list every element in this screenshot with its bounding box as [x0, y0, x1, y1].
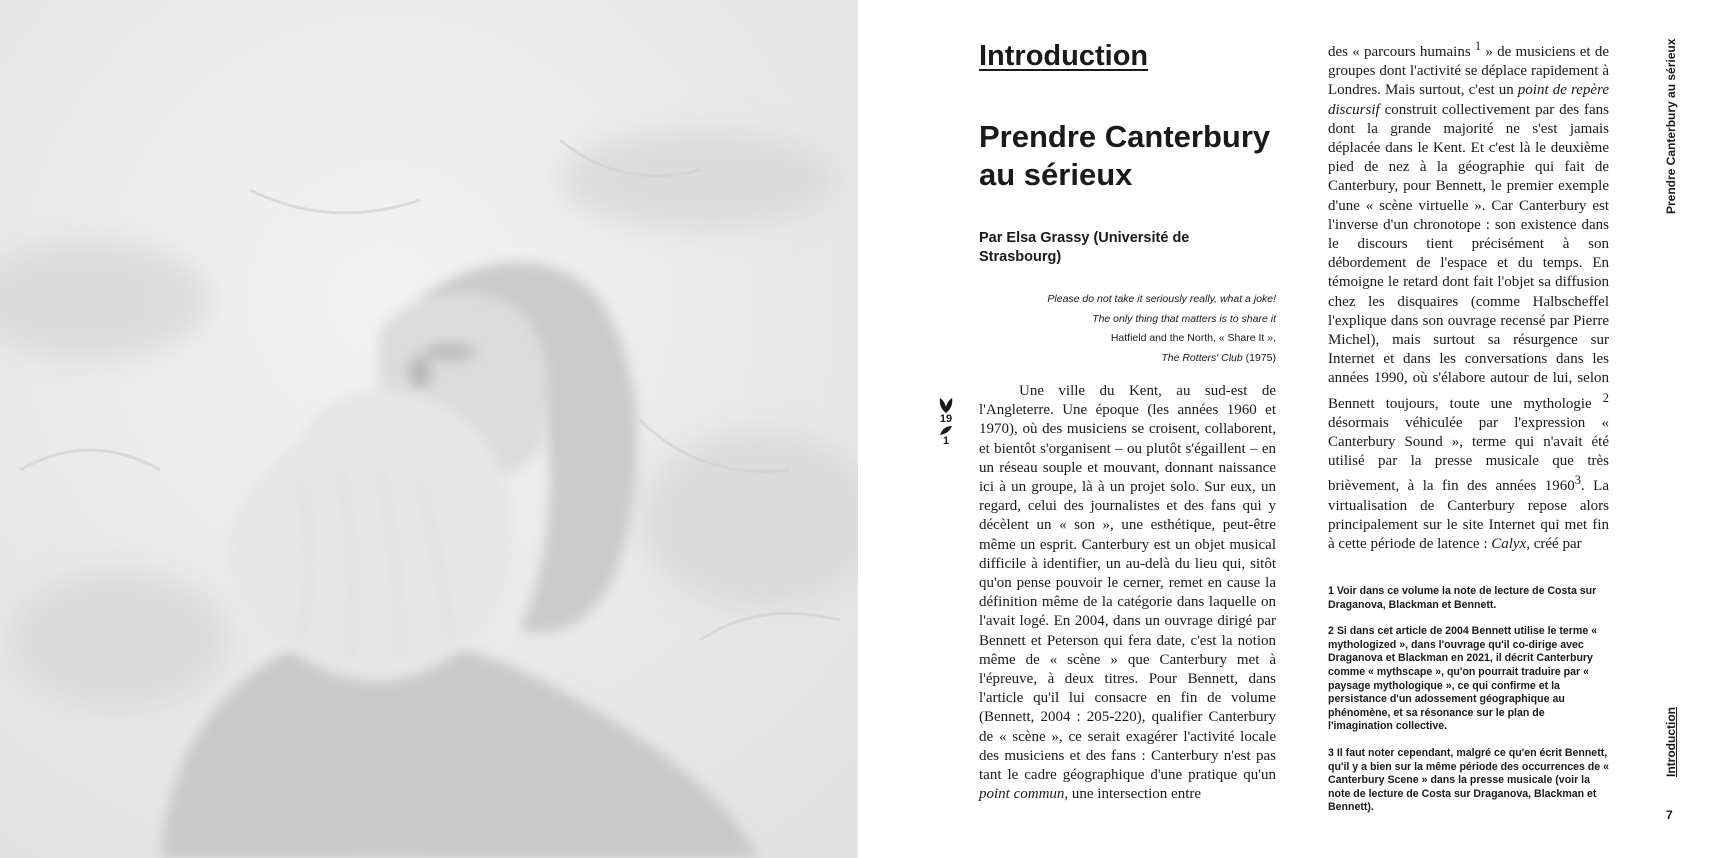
running-head-text: Prendre Canterbury au sérieux [1664, 38, 1678, 214]
body-text: » de musiciens et de groupes dont l'activité se déplace rapidement à Londres. Mais surtout, c'est un [1328, 44, 1609, 99]
body-column-right [1328, 37, 1609, 554]
marker-number-bottom: 1 [942, 435, 950, 447]
epigraph-line: The only thing that matters is to share it [1092, 312, 1276, 325]
footnote: 1 Voir dans ce volume la note de lecture de Costa sur Draganova, Blackman et Bennett. [1328, 585, 1597, 611]
page-marker [931, 398, 961, 448]
footnote-ref[interactable]: 3 [1574, 473, 1581, 488]
section-heading: Introduction [979, 40, 1149, 72]
body-text: Une ville du Kent, au sud-est de l'Angleterre. Une époque (les années 1960 et 1970), où des musiciens se croisent, collaborent, et bientôt s'organisent – ou plutôt s'égaillent – en un réseau souple et mouvant, donnant naissance ici à un groupe, là à un projet solo. Sur eux, un regard, celui des journalistes et des fans qui y décèlent un « son », une esthétique, peut-être même un esprit. Canterbury est un objet musical difficile à identifier, un au-delà du lieu qui, sitôt qu'on pense pouvoir le cerner, remet en cause la définition même de la catégorie dans laquelle on l'avait logé. En 2004, dans un ouvrage dirigé par Bennett et Peterson qui fera date, c'est la notion même de « scène » que Canterbury met à l'épreuve, à deux titres. Pour Bennett, dans l'article qu'il lui consacre en fin de volume (Bennett, 2004 : 205-220), qualifier Canterbury de « scène », ce serait exagérer l'activité locale des musiciens et des fans : Canterbury n'est pas tant le cadre géographique d'une pratique qu'un [979, 383, 1276, 784]
footnotes [1328, 585, 1610, 828]
body-column-left [979, 382, 1276, 804]
leaf-icon [939, 398, 953, 413]
body-emphasis: Calyx [1491, 536, 1527, 553]
body-text: désormais véhiculée par l'expression « Canterbury Sound », terme qui n'avait été utilisé par la presse musicale que très brièvement, à la fin des années 1960 [1328, 414, 1609, 495]
running-section-text: Introduction [1664, 707, 1678, 777]
article-title: Prendre Canterbury au sérieux [979, 119, 1271, 192]
album-year: (1975) [1242, 351, 1276, 364]
byline: Par Elsa Grassy (Université de Strasbourg) [979, 230, 1190, 265]
body-text: construit collectivement par des fans dont la grande majorité ne s'est jamais déplacée dans le Kent. Et c'est là le deuxième pied de nez à la géographie qui fait de Canterbury, pour Bennett, le premier exemple d'une « scène virtuelle ». Car Canterbury est l'inverse d'un chronotope : son existence dans le discours tient précisément à son débordement de l'espace et du temps. En témoigne le retard dont fait l'objet sa diffusion chez les disquaires (comme Halbscheffel l'explique dans son ouvrage recensé par Pierre Michel), mais surtout sa résurgence sur Internet et dans les conversations dans les années 1990, où s'élabore autour de lui, selon Bennett toujours, toute une mythologie [1328, 101, 1609, 412]
epigraph-source-album [979, 349, 1276, 369]
running-head [1662, 39, 1680, 219]
feather-icon [940, 426, 952, 435]
footnote-ref[interactable]: 1 [1474, 39, 1482, 53]
body-emphasis: point de repère discursif [1328, 82, 1610, 118]
body-text: , une intersection entre [1064, 786, 1202, 803]
text-page [858, 0, 1716, 858]
epigraph-line: Please do not take it seriously really, what a joke! [1047, 293, 1276, 305]
body-emphasis: point commun [979, 786, 1065, 803]
body-text: des « parcours humains [1328, 44, 1475, 60]
album-title: The Rotters' Club [1161, 351, 1243, 364]
body-text: . La virtualisation de Canterbury repose alors principalement sur le site Internet qui met fin à cette période de latence : [1328, 478, 1609, 553]
body-text: , créé par [1526, 536, 1582, 553]
marker-number-top: 19 [939, 413, 953, 425]
epigraph-source: Hatfield and the North, « Share It », [1110, 332, 1276, 344]
epigraph [979, 290, 1276, 368]
page-number: 7 [1666, 808, 1673, 822]
running-section [1662, 705, 1680, 780]
footnote-ref[interactable]: 2 [1602, 390, 1609, 405]
footnote: 2 Si dans cet article de 2004 Bennett utilise le terme « mythologized », dans l'ouvrage qu'il co-dirige avec Draganova et Blackman en 2021, il décrit Canterbury comme « mythscape », qu'on pourrait traduire par « paysage mythologique », ce qui confirme et la persistance d'un adossement géographique au phénomène, et sa résonance sur le plan de l'imagination collective. [1328, 625, 1598, 733]
footnote: 3 Il faut noter cependant, malgré ce qu'en écrit Bennett, qu'il y a bien sur la même période des occurrences de « Canterbury Scene » dans la presse musicale (voir la note de lecture de Costa sur Draganova, Blackman et Bennett). [1328, 746, 1610, 814]
